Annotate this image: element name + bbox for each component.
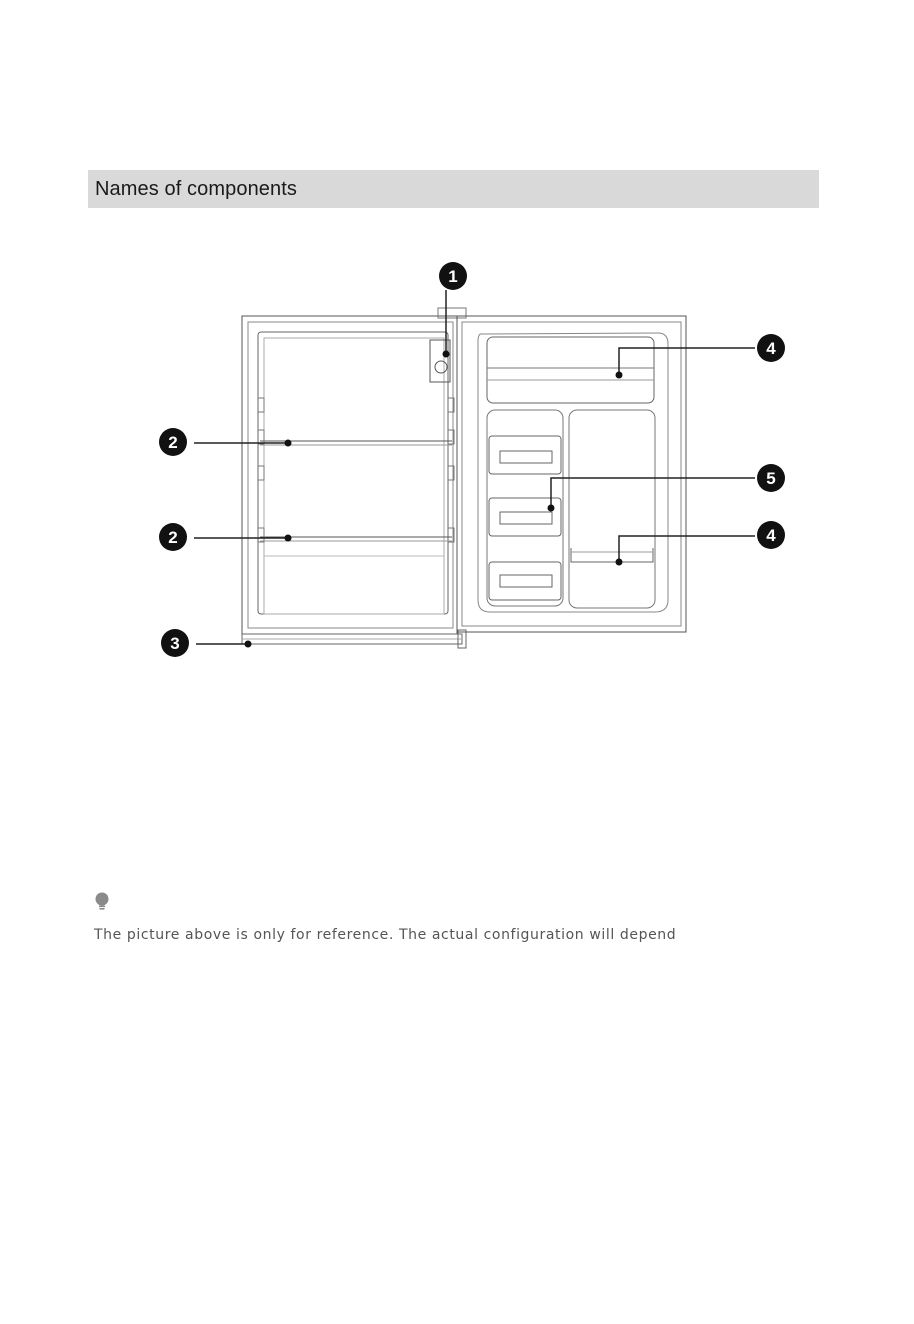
callout-5-number: 5 (766, 469, 776, 488)
callout-4a-number: 4 (766, 339, 776, 358)
callout-3-number: 3 (170, 634, 180, 653)
callout-2b-number: 2 (168, 528, 178, 547)
lightbulb-icon (94, 892, 110, 912)
callout-2b (159, 523, 187, 551)
reference-note: The picture above is only for reference. The actual configuration will depend (94, 927, 677, 943)
callout-5 (757, 464, 785, 492)
callout-1 (439, 262, 467, 290)
callout-4b (757, 521, 785, 549)
callout-2a (159, 428, 187, 456)
callout-3 (161, 629, 189, 657)
section-title: Names of components (95, 178, 297, 200)
callout-4b-number: 4 (766, 526, 776, 545)
callout-1-number: 1 (448, 267, 458, 286)
callout-4a (757, 334, 785, 362)
cabinet-outline (242, 316, 457, 634)
callout-2a-number: 2 (168, 433, 178, 452)
